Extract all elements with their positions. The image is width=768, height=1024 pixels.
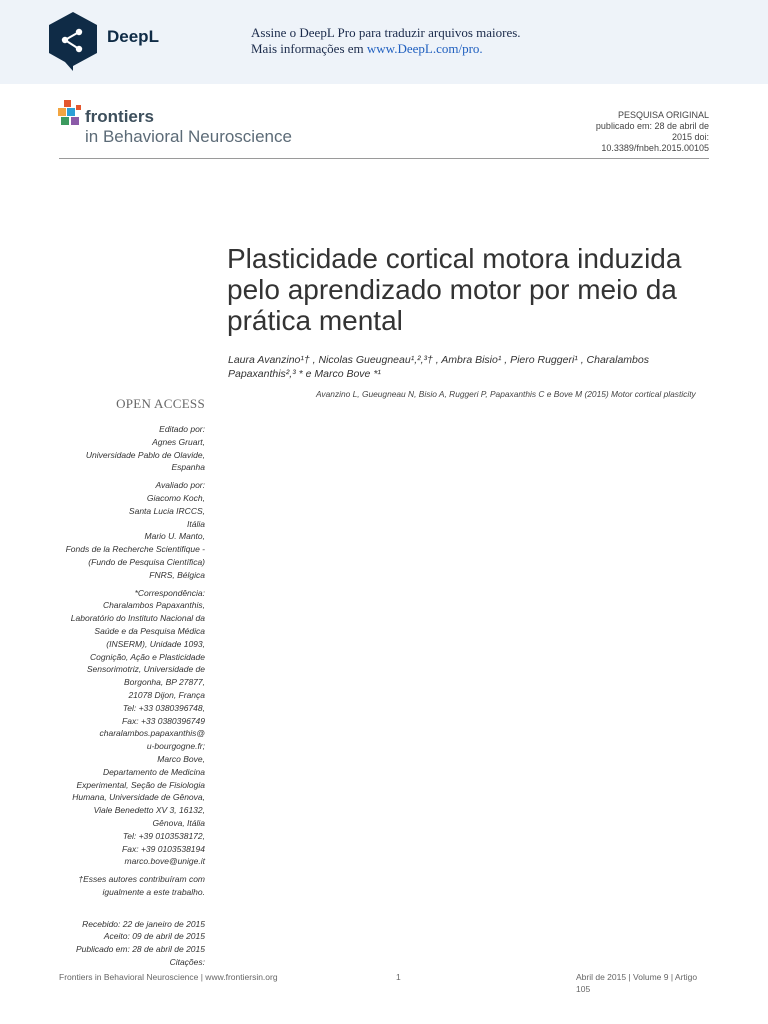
sidebar-line: Publicado em: 28 de abril de 2015 [75, 944, 205, 955]
footer-page-number: 1 [396, 972, 401, 982]
open-access-label: OPEN ACCESS [116, 396, 205, 411]
sidebar-line: Giacomo Koch, [146, 492, 205, 503]
promo-line-1: Assine o DeepL Pro para traduzir arquivos maiores. [251, 25, 521, 40]
authors-line-2: Papaxanthis²,³ * e Marco Bove *¹ [228, 368, 381, 380]
deepl-brand-name: DeepL [107, 27, 159, 46]
sidebar-line: *Correspondência: [134, 587, 205, 598]
sidebar-line: Recebido: 22 de janeiro de 2015 [82, 918, 205, 929]
sidebar-line: Santa Lucia IRCCS, [128, 505, 205, 516]
promo-line-2 [251, 41, 521, 57]
sidebar-line: Tel: +33 0380396748, [122, 702, 205, 713]
header-divider [59, 158, 709, 159]
sidebar-line: Gênova, Itália [152, 817, 205, 828]
sidebar-line: Departamento de Medicina [102, 766, 205, 777]
sidebar-line: Charalambos Papaxanthis, [102, 600, 205, 611]
equal-contribution-note [40, 873, 205, 899]
frontiers-logo-icon [58, 100, 82, 130]
sidebar-line: Itália [187, 518, 205, 529]
promo-line-2-prefix: Mais informações em [251, 41, 367, 56]
sidebar-line: Espanha [171, 462, 205, 473]
sidebar-line: Experimental, Seção de Fisiologia [76, 779, 205, 790]
deepl-pro-link[interactable]: www.DeepL.com/pro. [366, 41, 483, 56]
sidebar-line: Avaliado por: [155, 480, 205, 491]
citations-label: Citações: [169, 957, 205, 968]
sidebar-line: charalambos.papaxanthis@ [99, 728, 205, 739]
sidebar-line: Mario U. Manto, [144, 531, 205, 542]
journal-subtitle: in Behavioral Neuroscience [85, 127, 292, 146]
sidebar-line: Sensorimotriz, Universidade de [86, 664, 205, 675]
sidebar-info [40, 423, 205, 969]
reviewed-by-block [40, 479, 205, 581]
article-authors [228, 353, 708, 381]
sidebar-line: FNRS, Bélgica [149, 569, 205, 580]
sidebar-line: Marco Bove, [157, 753, 205, 764]
sidebar-line: Aceito: 09 de abril de 2015 [103, 931, 205, 942]
sidebar-line: Borgonha, BP 27877, [124, 677, 205, 688]
sidebar-line: Cognição, Ação e Plasticidade [90, 651, 205, 662]
article-title: Plasticidade cortical motora induzida pelo aprendizado motor por meio da prática mental [227, 243, 682, 336]
sidebar-line: Laboratório do Instituto Nacional da [70, 613, 205, 624]
article-type: PESQUISA ORIGINAL [617, 110, 709, 120]
sidebar-line: Saúde e da Pesquisa Médica [94, 625, 205, 636]
footer-journal: Frontiers in Behavioral Neuroscience | www.frontiersin.org [59, 972, 278, 982]
sidebar-line: Fax: +33 0380396749 [122, 715, 205, 726]
sidebar-line: Editado por: [159, 424, 205, 434]
deepl-logo-icon [47, 10, 99, 72]
dates-block [40, 918, 205, 956]
edited-by-block [40, 423, 205, 474]
authors-line-1: Laura Avanzino¹† , Nicolas Gueugneau¹,²,³† , Ambra Bisio¹ , Piero Ruggeri¹ , Charalambos [228, 354, 649, 366]
sidebar-line: Fonds de la Recherche Scientifique - [65, 544, 205, 555]
correspondence-block [40, 587, 205, 869]
sidebar-line: u-bourgogne.fr; [146, 741, 205, 752]
sidebar-line: 21078 Dijon, França [128, 689, 205, 700]
article-citation: Avanzino L, Gueugneau N, Bisio A, Ruggeri P, Papaxanthis C e Bove M (2015) Motor cortical plasticity [316, 389, 696, 399]
sidebar-line: Viale Benedetto XV 3, 16132, [93, 805, 205, 816]
sidebar-line: Fax: +39 0103538194 [122, 843, 205, 854]
journal-brand: frontiers [85, 107, 154, 126]
deepl-banner [0, 0, 768, 84]
sidebar-line: (Fundo de Pesquisa Científica) [88, 556, 205, 567]
sidebar-line: (INSERM), Unidade 1093, [106, 638, 205, 649]
sidebar-line: †Esses autores contribuíram com [78, 874, 205, 885]
promo-text [251, 25, 521, 57]
sidebar-line: Universidade Pablo de Olavide, [85, 449, 205, 460]
publication-info: publicado em: 28 de abril de 2015 doi: 10.3389/fnbeh.2015.00105 [595, 121, 709, 153]
sidebar-line: Humana, Universidade de Gênova, [72, 792, 205, 803]
sidebar-line: igualmente a este trabalho. [102, 886, 205, 897]
article-meta [579, 110, 709, 154]
sidebar-line: marco.bove@unige.it [124, 856, 205, 867]
footer-issue: Abril de 2015 | Volume 9 | Artigo 105 [576, 972, 698, 994]
sidebar-line: Agnes Gruart, [152, 436, 205, 447]
sidebar-line: Tel: +39 0103538172, [122, 830, 205, 841]
